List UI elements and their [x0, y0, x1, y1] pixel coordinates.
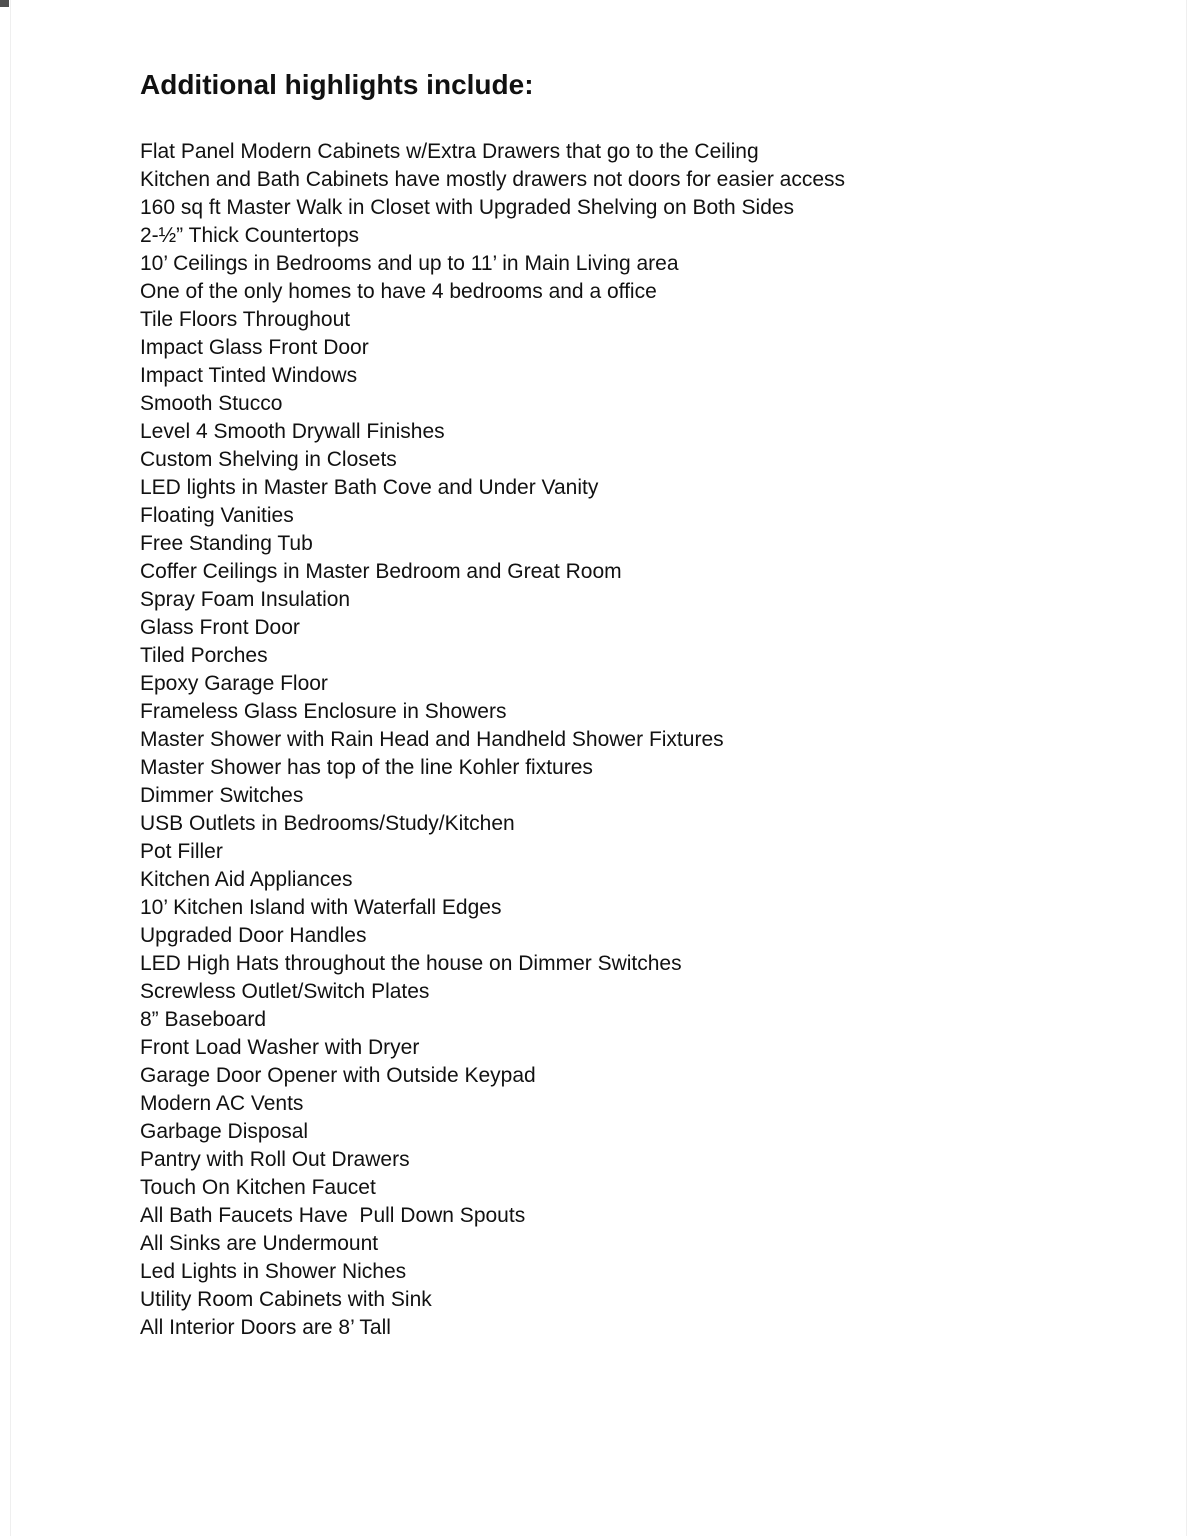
- highlight-line: LED lights in Master Bath Cove and Under Vanity: [140, 476, 599, 499]
- page-title: Additional highlights include:: [140, 69, 534, 100]
- highlight-line: All Bath Faucets Have Pull Down Spouts: [140, 1204, 526, 1227]
- highlight-line: 8” Baseboard: [140, 1008, 267, 1031]
- highlight-line: Led Lights in Shower Niches: [140, 1260, 407, 1283]
- highlight-line: Epoxy Garage Floor: [140, 672, 328, 695]
- highlight-line: Garage Door Opener with Outside Keypad: [140, 1064, 536, 1087]
- highlight-line: Garbage Disposal: [140, 1120, 309, 1143]
- highlight-line: Master Shower has top of the line Kohler fixtures: [140, 756, 593, 779]
- highlight-line: One of the only homes to have 4 bedrooms and a office: [140, 280, 657, 303]
- highlight-line: Dimmer Switches: [140, 784, 304, 807]
- highlight-line: Flat Panel Modern Cabinets w/Extra Drawers that go to the Ceiling: [140, 140, 759, 163]
- highlight-line: Free Standing Tub: [140, 532, 313, 555]
- highlight-line: Level 4 Smooth Drywall Finishes: [140, 420, 445, 443]
- highlight-line: 160 sq ft Master Walk in Closet with Upgraded Shelving on Both Sides: [140, 196, 795, 219]
- highlight-line: Frameless Glass Enclosure in Showers: [140, 700, 507, 723]
- highlight-line: Screwless Outlet/Switch Plates: [140, 980, 430, 1003]
- highlight-line: Glass Front Door: [140, 616, 300, 639]
- highlight-line: Kitchen and Bath Cabinets have mostly drawers not doors for easier access: [140, 168, 846, 191]
- highlight-line: 2-½” Thick Countertops: [140, 224, 360, 247]
- highlight-line: Coffer Ceilings in Master Bedroom and Great Room: [140, 560, 622, 583]
- highlight-line: 10’ Kitchen Island with Waterfall Edges: [140, 896, 502, 919]
- highlight-line: All Interior Doors are 8’ Tall: [140, 1316, 391, 1339]
- highlight-line: Pantry with Roll Out Drawers: [140, 1148, 410, 1171]
- scan-left-edge-line: [10, 0, 11, 1536]
- page-content: [140, 70, 1127, 1342]
- highlight-line: Touch On Kitchen Faucet: [140, 1176, 376, 1199]
- highlight-line: Utility Room Cabinets with Sink: [140, 1288, 432, 1311]
- highlight-line: Impact Tinted Windows: [140, 364, 358, 387]
- highlight-line: USB Outlets in Bedrooms/Study/Kitchen: [140, 812, 515, 835]
- highlight-line: Pot Filler: [140, 840, 223, 863]
- scan-corner-artifact: [0, 0, 9, 7]
- highlights-list: [140, 138, 1127, 1342]
- highlight-line: Tile Floors Throughout: [140, 308, 351, 331]
- highlight-line: Floating Vanities: [140, 504, 294, 527]
- highlight-line: Master Shower with Rain Head and Handheld Shower Fixtures: [140, 728, 724, 751]
- highlight-line: Upgraded Door Handles: [140, 924, 367, 947]
- highlight-line: LED High Hats throughout the house on Dimmer Switches: [140, 952, 682, 975]
- highlight-line: Tiled Porches: [140, 644, 268, 667]
- highlight-line: Custom Shelving in Closets: [140, 448, 397, 471]
- highlight-line: Smooth Stucco: [140, 392, 283, 415]
- highlight-line: Modern AC Vents: [140, 1092, 304, 1115]
- highlight-line: Impact Glass Front Door: [140, 336, 369, 359]
- highlight-line: Spray Foam Insulation: [140, 588, 351, 611]
- highlight-line: 10’ Ceilings in Bedrooms and up to 11’ in Main Living area: [140, 252, 679, 275]
- highlight-line: All Sinks are Undermount: [140, 1232, 379, 1255]
- highlight-line: Kitchen Aid Appliances: [140, 868, 353, 891]
- highlight-line: Front Load Washer with Dryer: [140, 1036, 420, 1059]
